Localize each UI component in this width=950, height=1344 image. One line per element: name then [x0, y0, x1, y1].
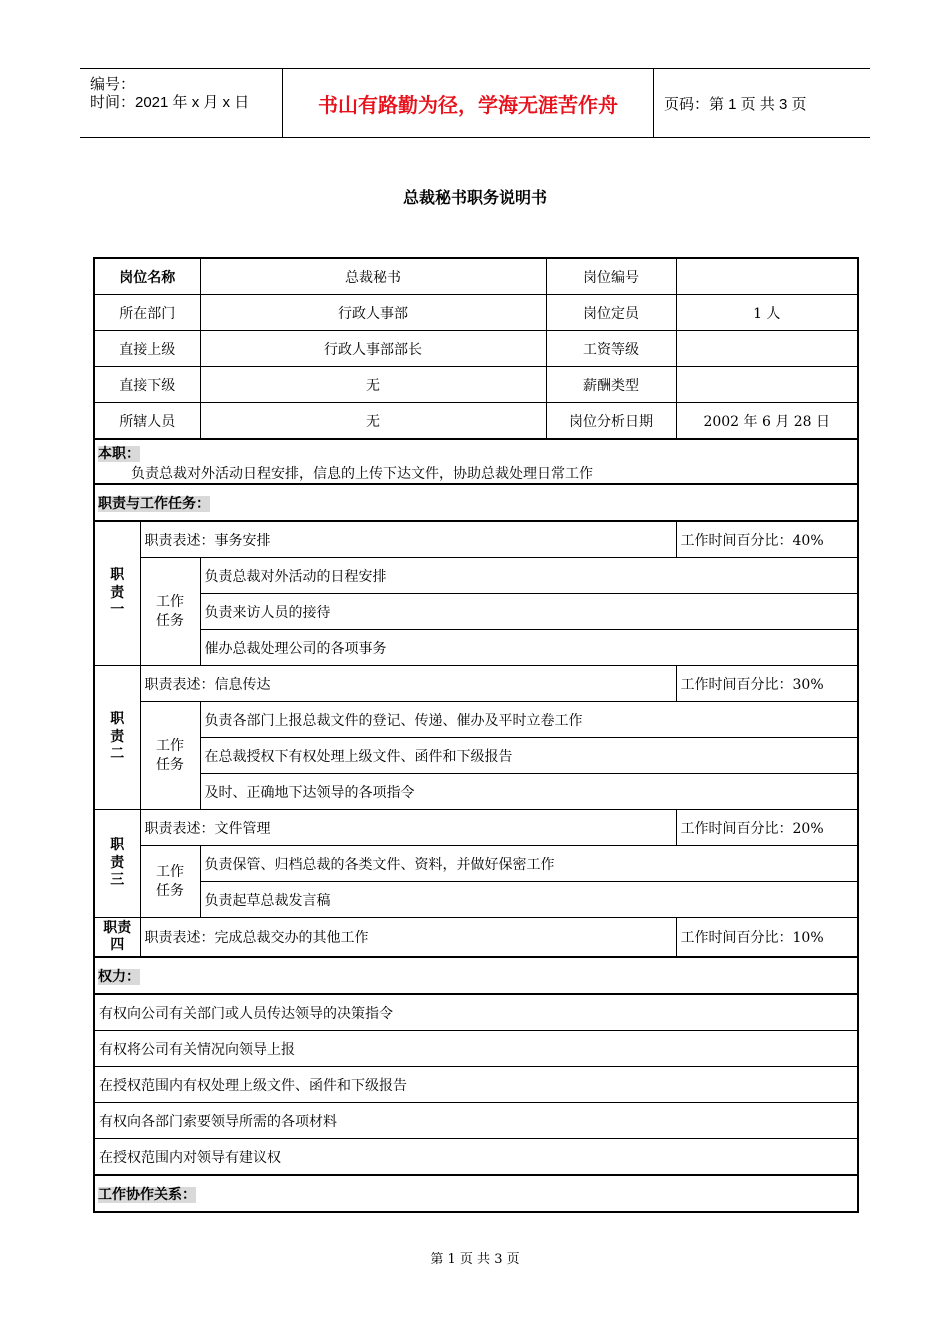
power-item: 有权将公司有关情况向领导上报 [94, 1031, 858, 1067]
task-label: 工作任务 [140, 846, 200, 918]
table-row [94, 367, 858, 403]
duty-name: 职责四 [94, 918, 140, 958]
field-label: 岗位分析日期 [546, 403, 676, 440]
number-label: 编号： [90, 76, 136, 93]
duty-pct: 工作时间百分比：40% [676, 521, 858, 558]
cooperation-heading: 工作协作关系： [94, 1175, 858, 1212]
field-label: 所在部门 [94, 295, 200, 331]
page-label: 页码：第 1 页 共 3 页 [664, 95, 807, 113]
page-footer: 第 1 页 共 3 页 [430, 1252, 520, 1267]
duties-heading: 职责与工作任务： [94, 484, 858, 521]
table-row [94, 918, 858, 958]
benzhi-cell [94, 439, 858, 484]
table-row [94, 810, 858, 846]
field-label: 岗位名称 [94, 258, 200, 295]
field-label: 工资等级 [546, 331, 676, 367]
duty-name: 职责三 [94, 810, 140, 918]
power-heading: 权力： [94, 957, 858, 994]
task-item: 负责总裁对外活动的日程安排 [200, 558, 858, 594]
table-row [94, 403, 858, 440]
duty-pct: 工作时间百分比：30% [676, 666, 858, 702]
table-row [94, 521, 858, 558]
field-label: 直接上级 [94, 331, 200, 367]
power-item: 有权向公司有关部门或人员传达领导的决策指令 [94, 994, 858, 1031]
field-label: 所辖人员 [94, 403, 200, 440]
table-row [94, 666, 858, 702]
table-row [94, 1175, 858, 1212]
field-label: 直接下级 [94, 367, 200, 403]
field-value [676, 331, 858, 367]
time-label: 时间：2021 年 x 月 x 日 [90, 94, 250, 111]
duty-pct: 工作时间百分比：20% [676, 810, 858, 846]
task-item: 负责各部门上报总裁文件的登记、传递、催办及平时立卷工作 [200, 702, 858, 738]
task-label: 工作任务 [140, 558, 200, 666]
power-item: 在授权范围内有权处理上级文件、函件和下级报告 [94, 1067, 858, 1103]
table-row [94, 957, 858, 994]
table-row [94, 630, 858, 666]
duty-name: 职责二 [94, 666, 140, 810]
table-row [94, 1103, 858, 1139]
duty-desc: 职责表述：完成总裁交办的其他工作 [140, 918, 676, 958]
task-item: 负责来访人员的接待 [200, 594, 858, 630]
table-row [94, 882, 858, 918]
field-value: 无 [200, 367, 546, 403]
field-value: 行政人事部 [200, 295, 546, 331]
table-row [94, 702, 858, 738]
duty-pct: 工作时间百分比：10% [676, 918, 858, 958]
table-row [94, 594, 858, 630]
table-row [94, 738, 858, 774]
duty-desc: 职责表述：信息传达 [140, 666, 676, 702]
table-row [94, 558, 858, 594]
field-label: 岗位编号 [546, 258, 676, 295]
field-value: 2002 年 6 月 28 日 [676, 403, 858, 440]
table-row [94, 295, 858, 331]
task-item: 负责保管、归档总裁的各类文件、资料，并做好保密工作 [200, 846, 858, 882]
duty-desc: 职责表述：事务安排 [140, 521, 676, 558]
table-row [94, 1031, 858, 1067]
field-value: 1 人 [676, 295, 858, 331]
field-value [676, 258, 858, 295]
task-item: 在总裁授权下有权处理上级文件、函件和下级报告 [200, 738, 858, 774]
task-label: 工作任务 [140, 702, 200, 810]
duty-desc: 职责表述：文件管理 [140, 810, 676, 846]
table-row [94, 258, 858, 295]
table-row [94, 439, 858, 484]
benzhi-text: 负责总裁对外活动日程安排，信息的上传下达文件，协助总裁处理日常工作 [131, 466, 593, 482]
task-item: 及时、正确地下达领导的各项指令 [200, 774, 858, 810]
power-item: 有权向各部门索要领导所需的各项材料 [94, 1103, 858, 1139]
table-row [94, 994, 858, 1031]
table-row [94, 484, 858, 521]
header-meta [80, 69, 283, 137]
table-row [94, 1067, 858, 1103]
field-value: 无 [200, 403, 546, 440]
benzhi-label: 本职： [95, 440, 857, 463]
table-row [94, 846, 858, 882]
task-item: 负责起草总裁发言稿 [200, 882, 858, 918]
field-label: 薪酬类型 [546, 367, 676, 403]
job-description-table [93, 257, 857, 1213]
document-title: 总裁秘书职务说明书 [402, 188, 547, 207]
power-item: 在授权范围内对领导有建议权 [94, 1139, 858, 1176]
table-row [94, 331, 858, 367]
field-value [676, 367, 858, 403]
duty-name: 职责一 [94, 521, 140, 666]
task-item: 催办总裁处理公司的各项事务 [200, 630, 858, 666]
motto: 书山有路勤为径，学海无涯苦作舟 [283, 69, 654, 137]
table-row [94, 774, 858, 810]
field-value: 行政人事部部长 [200, 331, 546, 367]
field-label: 岗位定员 [546, 295, 676, 331]
table-row [94, 1139, 858, 1176]
page-header [80, 68, 870, 138]
field-value: 总裁秘书 [200, 258, 546, 295]
